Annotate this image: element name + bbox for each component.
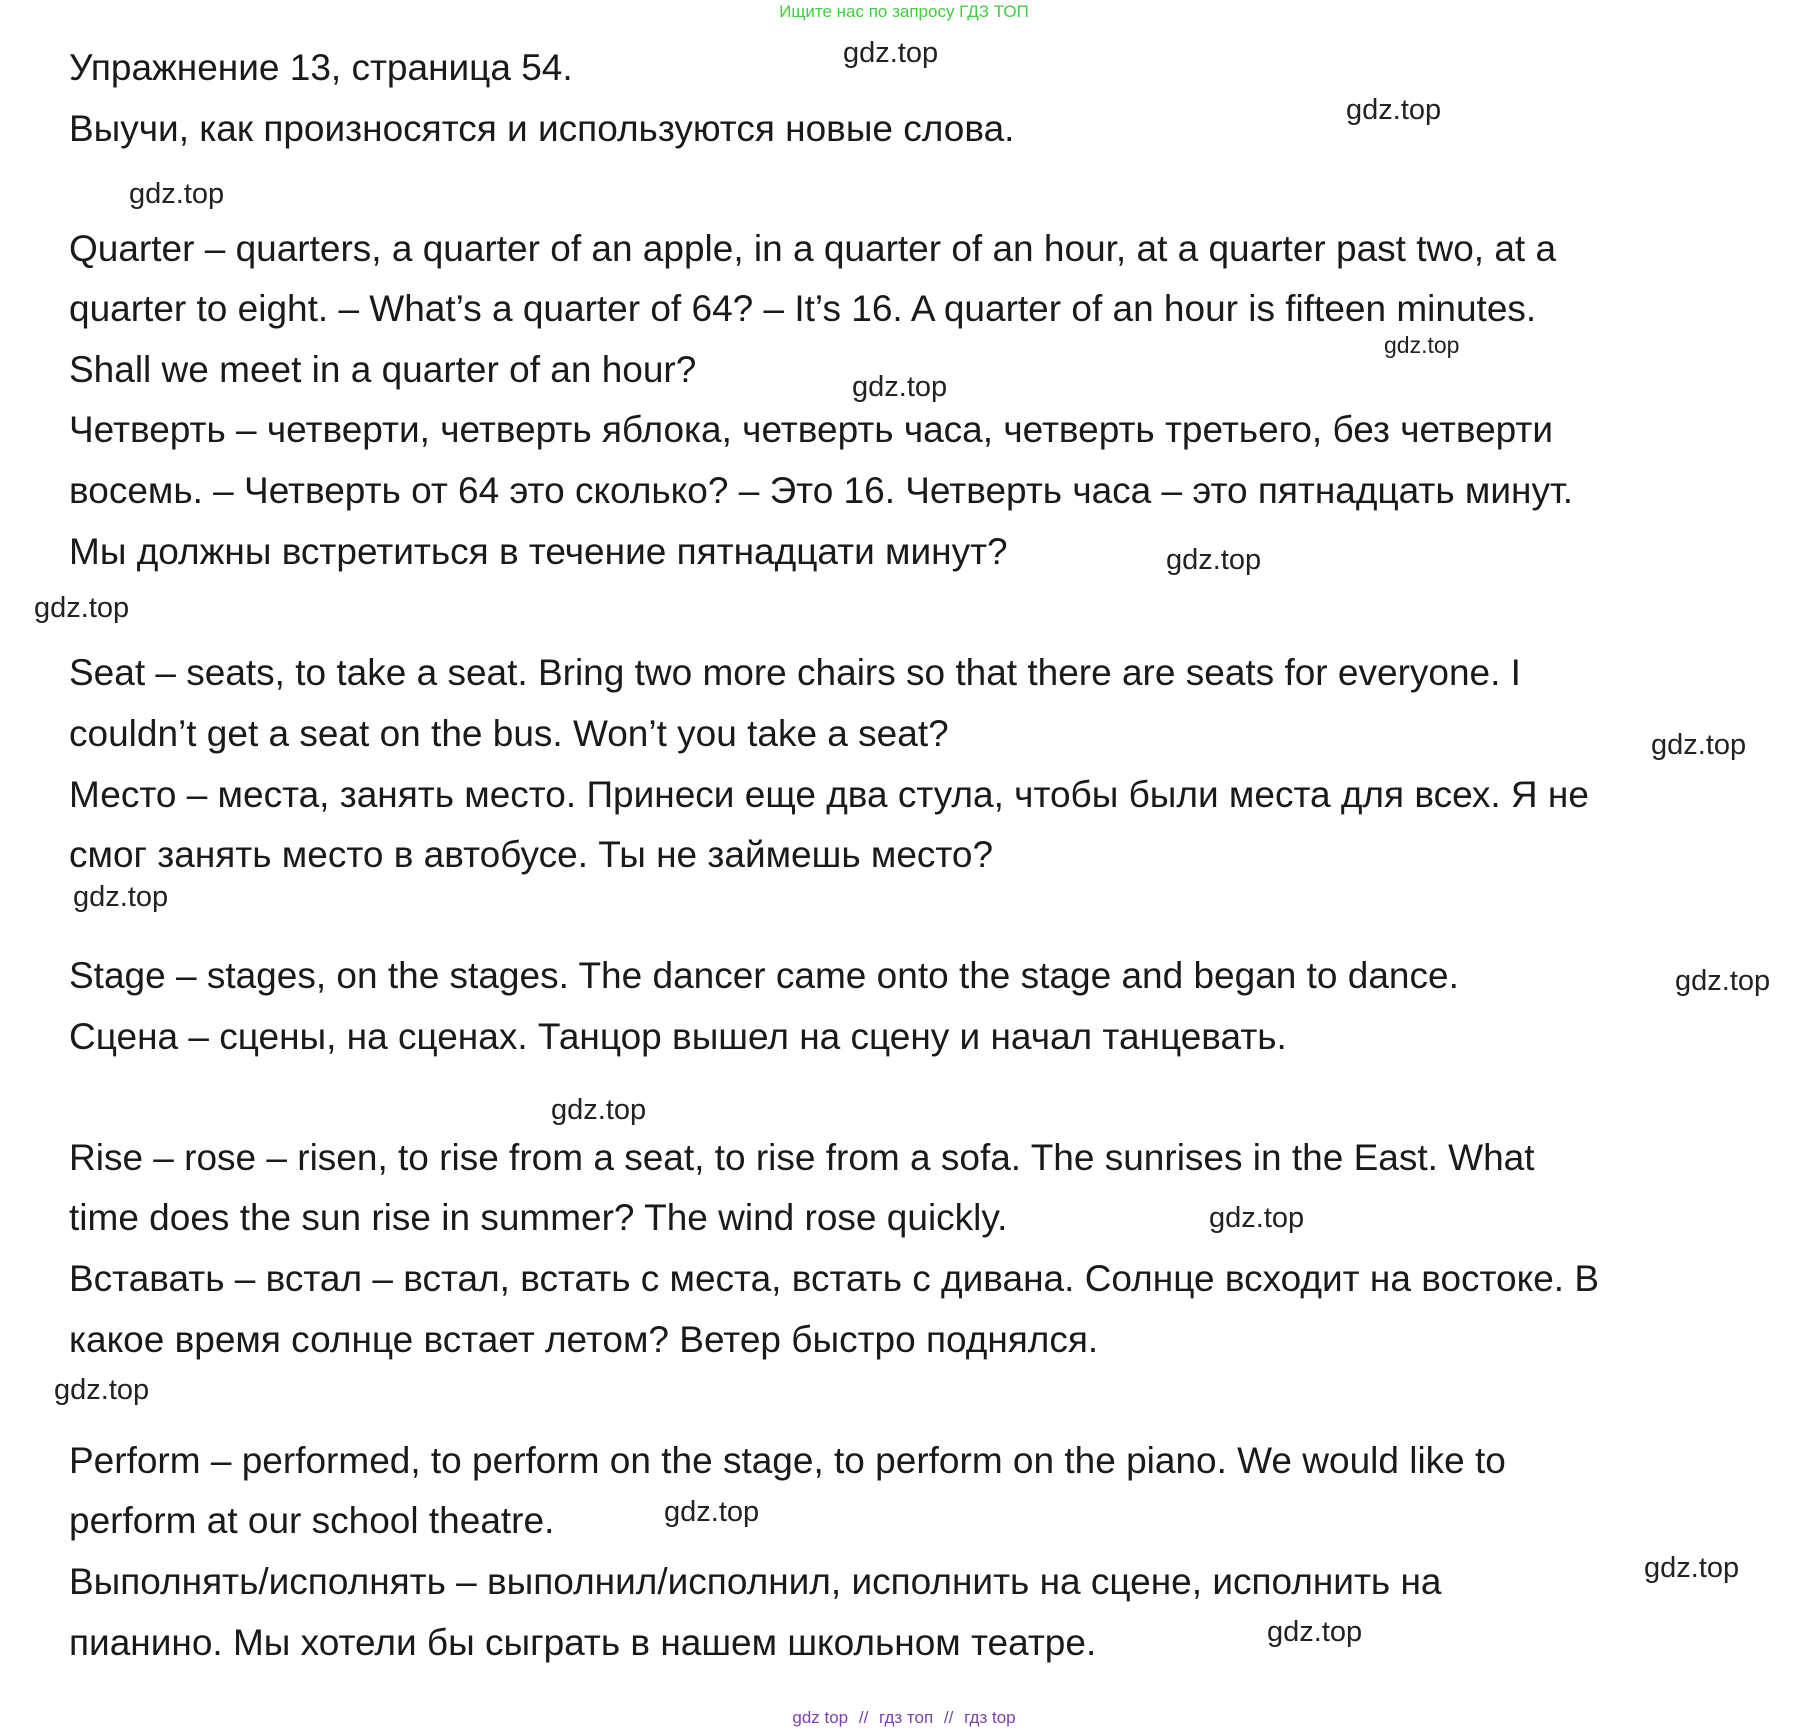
footer-separator: // bbox=[943, 1708, 954, 1727]
watermark: gdz.top bbox=[852, 371, 948, 403]
footer-links bbox=[0, 1708, 1808, 1728]
watermark: gdz.top bbox=[1644, 1552, 1740, 1584]
perform-ru-line-2: пианино. Мы хотели бы сыграть в нашем школьном театре. bbox=[69, 1622, 1097, 1663]
watermark: gdz.top bbox=[1346, 94, 1442, 126]
watermark: gdz.top bbox=[1267, 1616, 1363, 1648]
watermark: gdz.top bbox=[843, 37, 939, 69]
watermark: gdz.top bbox=[1675, 965, 1771, 997]
seat-ru-line-2: смог занять место в автобусе. Ты не займешь место? bbox=[69, 834, 994, 875]
seat-ru-line-1: Место – места, занять место. Принеси еще два стула, чтобы были места для всех. Я не bbox=[69, 774, 1589, 815]
exercise-title: Упражнение 13, страница 54. bbox=[69, 47, 573, 88]
quarter-en-line-3: Shall we meet in a quarter of an hour? bbox=[69, 349, 697, 390]
watermark: gdz.top bbox=[129, 178, 225, 210]
quarter-en-line-1: Quarter – quarters, a quarter of an apple, in a quarter of an hour, at a quarter past two, at a bbox=[69, 228, 1557, 269]
footer-link-3[interactable]: гдз top bbox=[964, 1708, 1016, 1727]
quarter-ru-line-1: Четверть – четверти, четверть яблока, четверть часа, четверть третьего, без четверти bbox=[69, 409, 1554, 450]
seat-en-line-1: Seat – seats, to take a seat. Bring two more chairs so that there are seats for everyone. I bbox=[69, 652, 1521, 693]
watermark: gdz.top bbox=[664, 1496, 760, 1528]
watermark: gdz.top bbox=[54, 1374, 150, 1406]
watermark: gdz.top bbox=[73, 881, 169, 913]
instruction-text: Выучи, как произносятся и используются новые слова. bbox=[69, 108, 1015, 149]
watermark: gdz.top bbox=[1209, 1202, 1305, 1234]
quarter-en-line-2: quarter to eight. – What’s a quarter of 64? – It’s 16. A quarter of an hour is fifteen minutes. bbox=[69, 288, 1537, 329]
perform-en-line-2: perform at our school theatre. bbox=[69, 1500, 555, 1541]
seat-en-line-2: couldn’t get a seat on the bus. Won’t you take a seat? bbox=[69, 713, 949, 754]
perform-en-line-1: Perform – performed, to perform on the stage, to perform on the piano. We would like to bbox=[69, 1440, 1506, 1481]
watermark: gdz.top bbox=[1384, 332, 1460, 358]
rise-en-line-1: Rise – rose – risen, to rise from a seat, to rise from a sofa. The sunrises in the East. What bbox=[69, 1137, 1535, 1178]
stage-en-line-1: Stage – stages, on the stages. The dancer came onto the stage and began to dance. bbox=[69, 955, 1459, 996]
quarter-ru-line-2: восемь. – Четверть от 64 это сколько? – Это 16. Четверть часа – это пятнадцать минут. bbox=[69, 470, 1574, 511]
footer-link-1[interactable]: gdz top bbox=[792, 1708, 849, 1727]
watermark: gdz.top bbox=[1166, 544, 1262, 576]
rise-ru-line-2: какое время солнце встает летом? Ветер быстро поднялся. bbox=[69, 1319, 1099, 1360]
watermark: gdz.top bbox=[1651, 729, 1747, 761]
watermark: gdz.top bbox=[551, 1094, 647, 1126]
footer-separator: // bbox=[858, 1708, 869, 1727]
perform-ru-line-1: Выполнять/исполнять – выполнил/исполнил, исполнить на сцене, исполнить на bbox=[69, 1561, 1442, 1602]
watermark: gdz.top bbox=[34, 592, 130, 624]
top-banner[interactable]: Ищите нас по запросу ГДЗ ТОП bbox=[779, 2, 1029, 21]
stage-ru-line-1: Сцена – сцены, на сценах. Танцор вышел на сцену и начал танцевать. bbox=[69, 1016, 1287, 1057]
quarter-ru-line-3: Мы должны встретиться в течение пятнадцати минут? bbox=[69, 531, 1008, 572]
rise-en-line-2: time does the sun rise in summer? The wind rose quickly. bbox=[69, 1197, 1008, 1238]
rise-ru-line-1: Вставать – встал – встал, встать с места, встать с дивана. Солнце всходит на востоке. В bbox=[69, 1258, 1600, 1299]
footer-link-2[interactable]: гдз топ bbox=[879, 1708, 934, 1727]
